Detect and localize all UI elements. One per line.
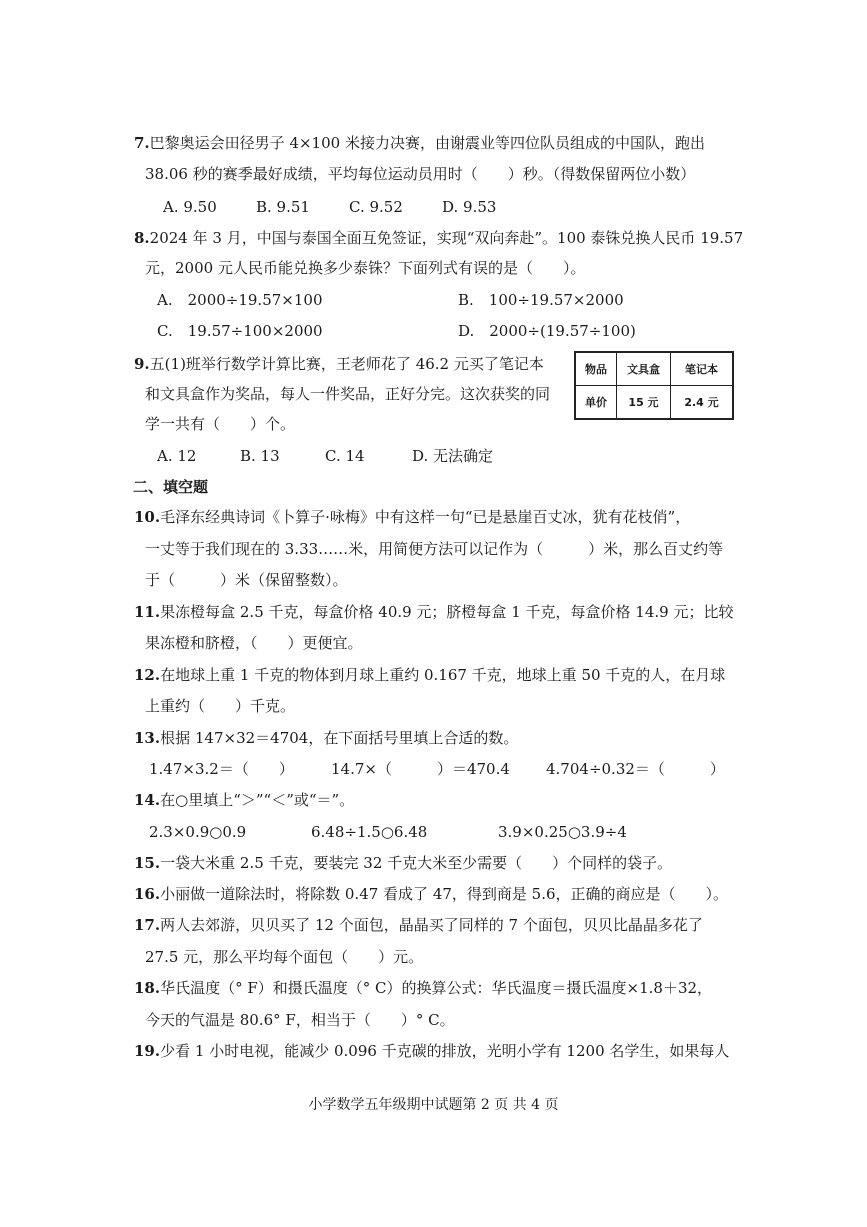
price-table-row bbox=[575, 386, 733, 420]
q9-option-b: B. 13 bbox=[240, 447, 280, 465]
question-12-line-1 bbox=[134, 664, 725, 686]
question-10-line-2: 一丈等于我们现在的 3.33……米，用简便方法可以记作为（ ）米，那么百丈约等 bbox=[145, 540, 724, 558]
question-number: 7. bbox=[134, 134, 150, 152]
question-number: 9. bbox=[134, 355, 150, 373]
q8-option-d: D. 2000÷(19.57÷100) bbox=[458, 322, 636, 340]
table-cell: 文具盒 bbox=[617, 352, 671, 386]
question-9-line-3: 学一共有（ ）个。 bbox=[145, 415, 296, 433]
section-heading: 二、填空题 bbox=[133, 478, 209, 496]
question-text: 在○里填上“＞”“＜”或“＝”。 bbox=[160, 791, 355, 809]
question-number: 12. bbox=[134, 666, 161, 684]
question-text: 两人去郊游，贝贝买了 12 个面包，晶晶买了同样的 7 个面包，贝贝比晶晶多花了 bbox=[160, 916, 703, 934]
table-cell: 单价 bbox=[575, 386, 617, 420]
question-8-line-2: 元，2000 元人民币能兑换多少泰铢？下面列式有误的是（ ）。 bbox=[145, 259, 586, 277]
question-17-line-2: 27.5 元，那么平均每个面包（ ）元。 bbox=[145, 948, 424, 966]
question-number: 17. bbox=[134, 916, 161, 934]
question-10-line-3: 于（ ）米（保留整数）。 bbox=[145, 571, 348, 589]
table-cell: 15 元 bbox=[617, 386, 671, 420]
question-text: 毛泽东经典诗词《卜算子·咏梅》中有这样一句“已是悬崖百丈冰，犹有花枝俏”， bbox=[160, 508, 691, 526]
question-number: 10. bbox=[134, 508, 161, 526]
question-text: 果冻橙每盒 2.5 千克，每盒价格 40.9 元；脐橙每盒 1 千克，每盒价格 14.9 元；比较 bbox=[160, 603, 734, 621]
q8-option-c: C. 19.57÷100×2000 bbox=[157, 322, 323, 340]
question-8-line-1 bbox=[134, 227, 743, 249]
question-number: 13. bbox=[134, 729, 161, 747]
question-number: 16. bbox=[134, 885, 161, 903]
question-19-line-1 bbox=[134, 1040, 729, 1062]
question-text: 一袋大米重 2.5 千克，要装完 32 千克大米至少需要（ ）个同样的袋子。 bbox=[160, 854, 673, 872]
q13-item-1: 1.47×3.2＝（ ） bbox=[149, 760, 294, 778]
question-text: 根据 147×32＝4704，在下面括号里填上合适的数。 bbox=[160, 729, 519, 747]
question-9-line-2: 和文具盒作为奖品，每人一件奖品，正好分完。这次获奖的同 bbox=[145, 385, 551, 403]
q9-option-a: A. 12 bbox=[157, 447, 197, 465]
question-14-line-1 bbox=[134, 789, 354, 811]
question-number: 18. bbox=[134, 979, 161, 997]
question-18-line-2: 今天的气温是 80.6° F，相当于（ ）° C。 bbox=[145, 1011, 455, 1029]
q8-option-b: B. 100÷19.57×2000 bbox=[458, 291, 624, 309]
question-18-line-1 bbox=[134, 977, 712, 999]
table-cell: 笔记本 bbox=[671, 352, 734, 386]
q7-option-d: D. 9.53 bbox=[442, 198, 497, 216]
question-16-line-1 bbox=[134, 883, 728, 905]
price-table-header-row bbox=[575, 352, 733, 386]
question-text: 2024 年 3 月，中国与泰国全面互免签证，实现“双向奔赴”。100 泰铢兑换人民币 19.57 bbox=[149, 229, 744, 247]
question-7-line-1 bbox=[134, 132, 705, 154]
question-7-line-2: 38.06 秒的赛季最好成绩，平均每位运动员用时（ ）秒。（得数保留两位小数） bbox=[145, 165, 696, 183]
q7-option-c: C. 9.52 bbox=[349, 198, 403, 216]
q14-item-3: 3.9×0.25○3.9÷4 bbox=[498, 823, 627, 841]
question-number: 11. bbox=[134, 603, 161, 621]
question-text: 巴黎奥运会田径男子 4×100 米接力决赛，由谢震业等四位队员组成的中国队，跑出 bbox=[149, 134, 705, 152]
q14-item-2: 6.48÷1.5○6.48 bbox=[311, 823, 428, 841]
q14-item-1: 2.3×0.9○0.9 bbox=[149, 823, 247, 841]
question-11-line-2: 果冻橙和脐橙，（ ）更便宜。 bbox=[145, 634, 363, 652]
q9-option-c: C. 14 bbox=[325, 447, 365, 465]
q13-item-2: 14.7×（ ）＝470.4 bbox=[331, 760, 510, 778]
question-11-line-1 bbox=[134, 601, 733, 623]
q8-option-a: A. 2000÷19.57×100 bbox=[157, 291, 323, 309]
question-text: 华氏温度（° F）和摄氏温度（° C）的换算公式：华氏温度＝摄氏温度×1.8＋32， bbox=[160, 979, 713, 997]
question-number: 15. bbox=[134, 854, 161, 872]
q9-option-d: D. 无法确定 bbox=[412, 447, 494, 465]
q13-item-3: 4.704÷0.32＝（ ） bbox=[546, 760, 725, 778]
question-text: 在地球上重 1 千克的物体到月球上重约 0.167 千克，地球上重 50 千克的人，在月球 bbox=[160, 666, 726, 684]
table-cell: 物品 bbox=[575, 352, 617, 386]
question-number: 14. bbox=[134, 791, 161, 809]
question-10-line-1 bbox=[134, 506, 690, 528]
question-text: 小丽做一道除法时，将除数 0.47 看成了 47，得到商是 5.6，正确的商应是（ ）。 bbox=[160, 885, 729, 903]
question-13-line-1 bbox=[134, 727, 518, 749]
q7-option-a: A. 9.50 bbox=[163, 198, 217, 216]
question-number: 8. bbox=[134, 229, 150, 247]
question-9-line-1 bbox=[134, 353, 544, 375]
question-15-line-1 bbox=[134, 852, 672, 874]
question-number: 19. bbox=[134, 1042, 161, 1060]
question-text: 少看 1 小时电视，能减少 0.096 千克碳的排放，光明小学有 1200 名学生，如果每人 bbox=[160, 1042, 730, 1060]
question-text: 五(1)班举行数学计算比赛，王老师花了 46.2 元买了笔记本 bbox=[149, 355, 544, 373]
q7-option-b: B. 9.51 bbox=[256, 198, 310, 216]
page-footer: 小学数学五年级期中试题第 2 页 共 4 页 bbox=[308, 1097, 559, 1113]
question-12-line-2: 上重约（ ）千克。 bbox=[145, 697, 296, 715]
table-cell: 2.4 元 bbox=[671, 386, 734, 420]
question-17-line-1 bbox=[134, 914, 703, 936]
price-table bbox=[574, 351, 734, 420]
